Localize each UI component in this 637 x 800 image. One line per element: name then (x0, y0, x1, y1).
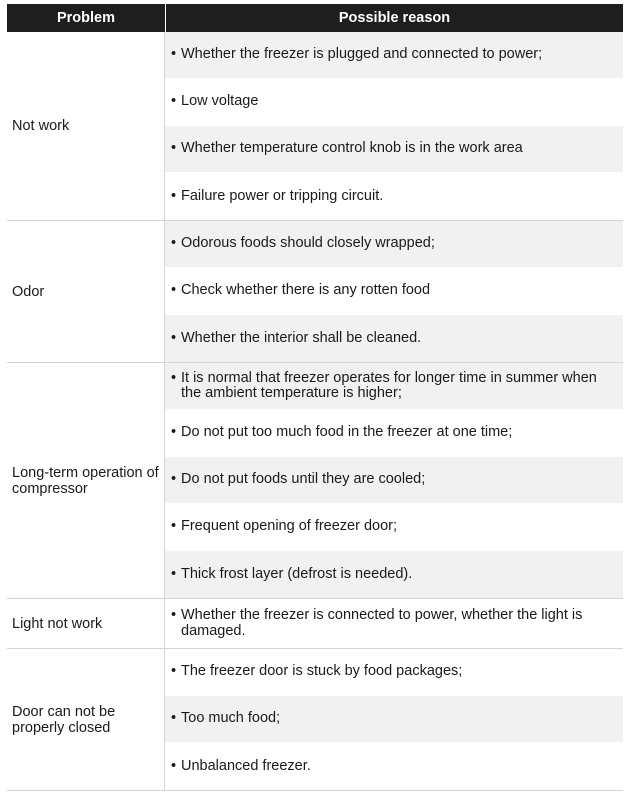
reason-row (165, 410, 623, 457)
bullet-icon: • (171, 46, 177, 63)
bullet-icon: • (171, 370, 177, 386)
bullet-icon: • (171, 710, 177, 727)
reason-list (165, 649, 623, 790)
reason-text: Unbalanced freezer. (181, 757, 311, 774)
reason-text: Do not put too much food in the freezer at one time; (181, 424, 513, 441)
reason-text: Thick frost layer (defrost is needed). (181, 565, 413, 582)
reason-text: Whether the freezer is connected to power, whether the light is damaged. (181, 607, 583, 639)
bullet-icon: • (171, 607, 177, 623)
reason-row (165, 743, 623, 790)
reason-text: The freezer door is stuck by food packages; (181, 663, 463, 680)
reason-text: It is normal that freezer operates for longer time in summer when the ambient temperature is higher; (181, 369, 597, 401)
reason-text: Frequent opening of freezer door; (181, 518, 398, 535)
problem-cell: Door can not be properly closed (7, 649, 165, 790)
reason-text: Do not put foods until they are cooled; (181, 471, 426, 488)
bullet-icon: • (171, 187, 177, 204)
reason-text: Failure power or tripping circuit. (181, 187, 384, 204)
reason-row (165, 173, 623, 220)
reason-row (165, 268, 623, 315)
reason-row (165, 504, 623, 551)
bullet-icon: • (171, 282, 177, 299)
reason-text: Whether temperature control knob is in the work area (181, 140, 523, 157)
reason-list (165, 363, 623, 598)
problem-group-door-not-closed (7, 649, 623, 791)
problem-group-light-not-work (7, 599, 623, 649)
reason-row (165, 221, 623, 268)
reason-row (165, 457, 623, 504)
bullet-icon: • (171, 140, 177, 157)
problem-cell: Light not work (7, 599, 165, 648)
reason-text: Low voltage (181, 93, 259, 110)
reason-row (165, 126, 623, 173)
bullet-icon: • (171, 424, 177, 441)
reason-row (165, 315, 623, 362)
bullet-icon: • (171, 518, 177, 535)
problem-group-not-work (7, 32, 623, 221)
reason-text: Check whether there is any rotten food (181, 282, 431, 299)
reason-text: Whether the interior shall be cleaned. (181, 329, 422, 346)
reason-row (165, 32, 623, 79)
bullet-icon: • (171, 565, 177, 582)
reason-row (165, 363, 623, 410)
header-possible-reason: Possible reason (338, 10, 451, 26)
reason-list (165, 221, 623, 362)
reason-row (165, 551, 623, 598)
reason-text: Odorous foods should closely wrapped; (181, 235, 435, 252)
problem-group-odor (7, 221, 623, 363)
reason-row (165, 696, 623, 743)
bullet-icon: • (171, 93, 177, 110)
reason-list (165, 32, 623, 220)
header-problem: Problem (7, 4, 166, 32)
reason-list (165, 599, 623, 648)
problem-cell: Odor (7, 221, 165, 362)
reason-row (165, 649, 623, 696)
table-header (7, 4, 623, 32)
bullet-icon: • (171, 663, 177, 680)
bullet-icon: • (171, 757, 177, 774)
reason-row (165, 79, 623, 126)
reason-row (165, 599, 623, 648)
problem-cell: Long-term operation of compressor (7, 363, 165, 598)
problem-group-long-term-operation (7, 363, 623, 599)
problem-cell: Not work (7, 32, 165, 220)
troubleshooting-table (7, 4, 623, 791)
reason-text: Whether the freezer is plugged and connected to power; (181, 46, 543, 63)
bullet-icon: • (171, 329, 177, 346)
bullet-icon: • (171, 235, 177, 252)
reason-text: Too much food; (181, 710, 281, 727)
bullet-icon: • (171, 471, 177, 488)
